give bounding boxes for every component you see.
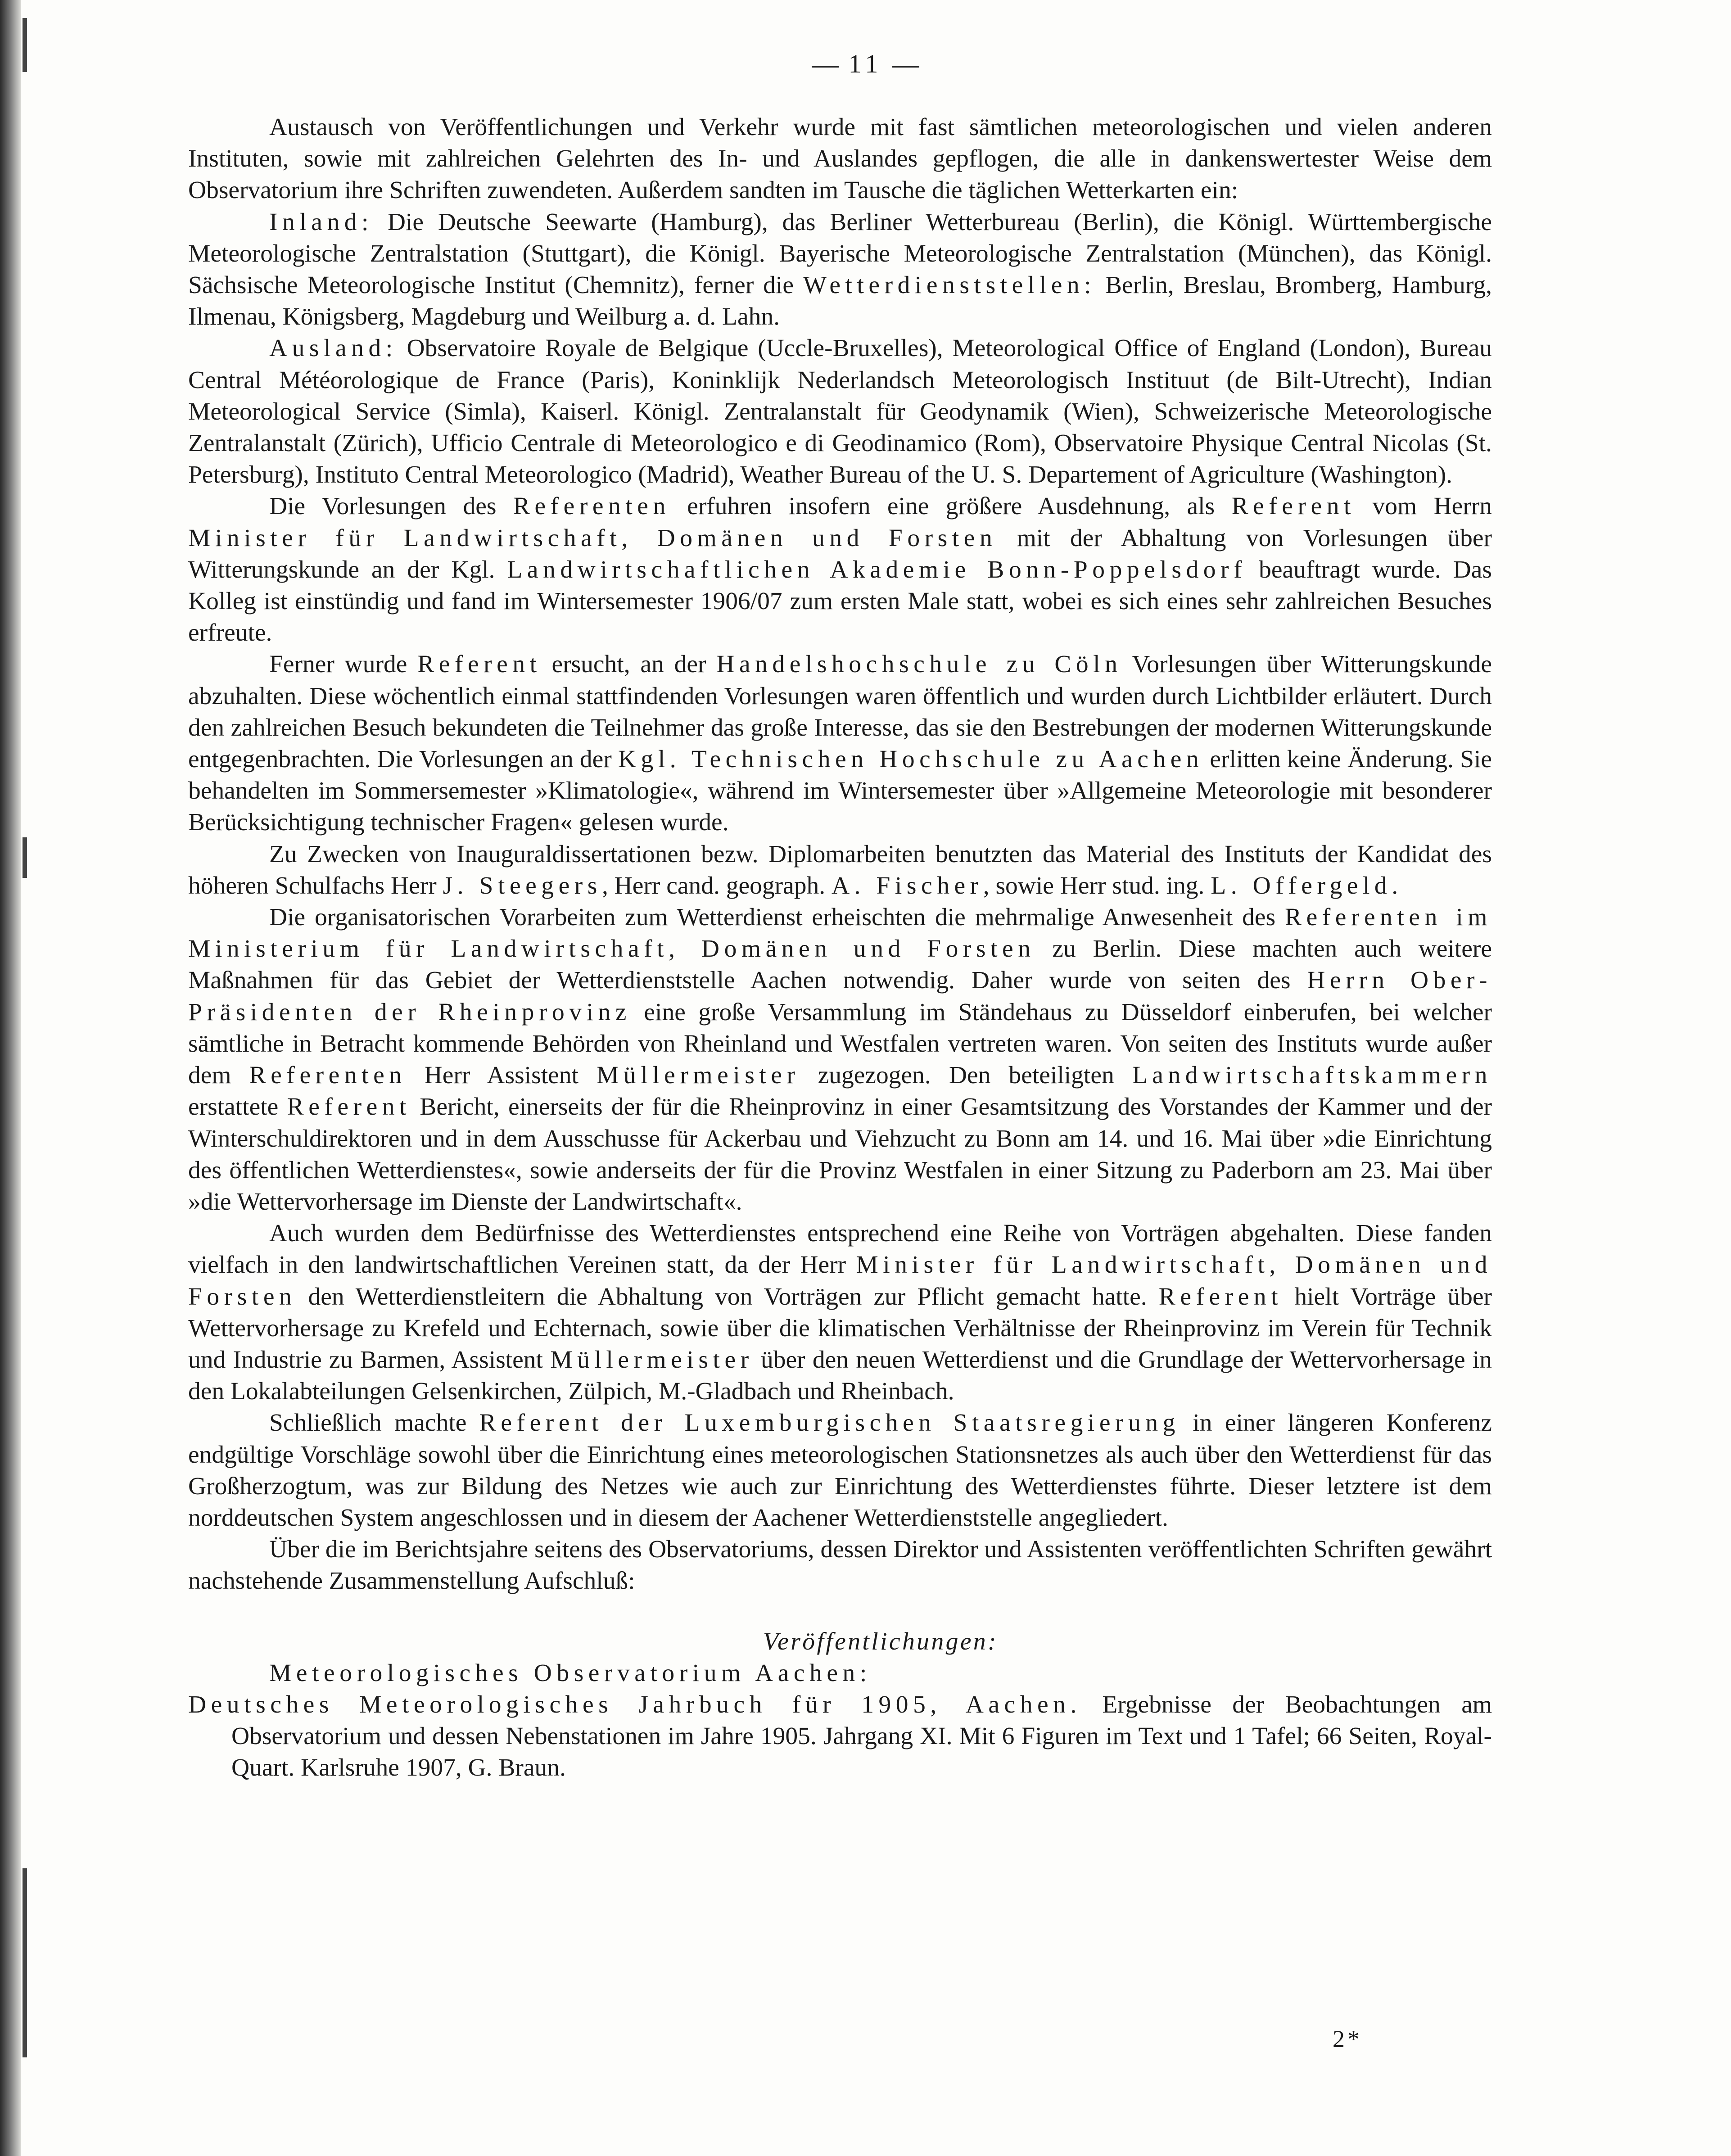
page-binding-edge <box>0 0 21 2156</box>
page-number <box>0 49 1731 79</box>
publications-heading: Veröffentlichungen: <box>763 1627 999 1655</box>
page-number-text: 11 <box>848 49 883 78</box>
paragraph-exchange: Austausch von Veröffentlichungen und Verkehr wurde mit fast sämtlichen meteorologischen und vielen anderen Instituten, sowie mit zahlreichen Gelehrten des In- und Auslandes gepflogen, die alle in dankenswertester Weise dem Observatorium ihre Schriften zuwendeten. Außerdem sandten im Tausche die täglichen Wetterkarten ein: <box>188 113 1492 204</box>
paragraph-schriften: Über die im Berichtsjahre seitens des Observatoriums, dessen Direktor und Assistenten veröffentlichten Schriften gewährt nachstehende Zusammenstellung Aufschluß: <box>188 1536 1492 1595</box>
paragraph-lectures: Die Vorlesungen des Referenten erfuhren insofern eine größere Ausdehnung, als Referent vom Herrn Minister für Landwirtschaft, Domänen und Forsten mit der Abhaltung von Vorlesungen über Witterungskunde an der Kgl. Landwirtschaftlichen Akademie Bonn-Poppelsdorf beauftragt wurde. Das Kolleg ist einstündig und fand im Wintersemester 1906/07 zum ersten Male statt, wobei es sich eines sehr zahlreichen Besuches erfreute. <box>188 493 1492 647</box>
publication-entry-text: Ergebnisse der Beobachtungen am Observatorium und dessen Nebenstationen im Jahre 1905. Jahrgang XI. Mit 6 Figuren im Text und 1 Tafel; 66 Seiten, Royal-Quart. Karlsruhe 1907, G. Braun. <box>231 1690 1492 1782</box>
paragraph-vortraege: Auch wurden dem Bedürfnisse des Wetterdienstes entsprechend eine Reihe von Vorträgen abgehalten. Diese fanden vielfach in den landwirtschaftlichen Vereinen statt, da der Herr Minister für Landwirtschaft, Domänen und Forsten den Wetterdienstleitern die Abhaltung von Vorträgen zur Pflicht gemacht hatte. Referent hielt Vorträge über Wettervorhersage zu Krefeld und Echternach, sowie über die klimatischen Verhältnisse der Rheinprovinz im Verein für Technik und Industrie zu Barmen, Assistent Müllermeister über den neuen Wetterdienst und die Grundlage der Wettervorhersage in den Lokalabteilungen Gelsenkirchen, Zülpich, M.-Gladbach und Rheinbach. <box>188 1220 1492 1406</box>
publication-entry <box>188 1689 1492 1784</box>
paragraph-inland: Inland: Die Deutsche Seewarte (Hamburg), das Berliner Wetterbureau (Berlin), die Königl. Württembergische Meteorologische Zentralstation (Stuttgart), die Königl. Bayerische Meteorologische Zentralstation (München), das Königl. Sächsische Meteorologische Institut (Chemnitz), ferner die Wetterdienststellen: Berlin, Breslau, Bromberg, Hamburg, Ilmenau, Königsberg, Magdeburg und Weilburg a. d. Lahn. <box>188 208 1492 331</box>
binding-speck <box>23 1868 27 2057</box>
signature-mark: 2* <box>1333 2025 1362 2052</box>
publication-entry-title: Deutsches Meteorologisches Jahrbuch für 1905, Aachen. <box>188 1690 1081 1718</box>
paragraph-handelshochschule: Ferner wurde Referent ersucht, an der Handelshochschule zu Cöln Vorlesungen über Witterungskunde abzuhalten. Diese wöchentlich einmal stattfindenden Vorlesungen waren öffentlich und wurden durch Lichtbilder erläutert. Durch den zahlreichen Besuch bekundeten die Teilnehmer das große Interesse, das sie den Bestrebungen der modernen Witterungskunde entgegenbrachten. Die Vorlesungen an der Kgl. Technischen Hochschule zu Aachen erlitten keine Änderung. Sie behandelten im Sommersemester »Klimatologie«, während im Wintersemester über »Allgemeine Meteorologie mit besonderer Berücksichtigung technischer Fragen« gelesen wurde. <box>188 651 1492 836</box>
paragraph-organisation: Die organisatorischen Vorarbeiten zum Wetterdienst erheischten die mehrmalige Anwesenheit des Referenten im Ministerium für Landwirtschaft, Domänen und Forsten zu Berlin. Diese machten auch weitere Maßnahmen für das Gebiet der Wetterdienststelle Aachen notwendig. Daher wurde von seiten des Herrn Ober-Präsidenten der Rheinprovinz eine große Versammlung im Ständehaus zu Düsseldorf einberufen, bei welcher sämtliche in Betracht kommende Behörden von Rheinland und Westfalen vertreten waren. Von seiten des Instituts wurde außer dem Referenten Herr Assistent Müllermeister zugezogen. Den beteiligten Landwirtschaftskammern erstattete Referent Bericht, einerseits der für die Rheinprovinz in einer Gesamtsitzung des Vorstandes der Kammer und der Winterschuldirektoren und in dem Ausschusse für Ackerbau und Viehzucht zu Bonn am 14. und 16. Mai über »die Einrichtung des öffentlichen Wetterdienstes«, sowie anderseits der für die Provinz Westfalen in einer Sitzung zu Paderborn am 23. Mai über »die Wettervorhersage im Dienste der Landwirtschaft«. <box>188 904 1492 1216</box>
paragraph-luxemburg: Schließlich machte Referent der Luxemburgischen Staatsregierung in einer längeren Konferenz endgültige Vorschläge sowohl über die Einrichtung eines meteorologischen Stationsnetzes als auch über den Wetterdienst für das Großherzogtum, was zur Bildung des Netzes wie auch zur Einrichtung des Wetterdienstes führte. Dieser letztere ist dem norddeutschen System angeschlossen und in diesem der Aachener Wetterdienststelle angegliedert. <box>188 1409 1492 1532</box>
document-body <box>188 112 1492 1784</box>
paragraph-dissertations: Zu Zwecken von Inauguraldissertationen bezw. Diplomarbeiten benutzten das Material des Instituts der Kandidat des höheren Schulfachs Herr J. Steegers, Herr cand. geograph. A. Fischer, sowie Herr stud. ing. L. Offergeld. <box>188 840 1492 899</box>
publications-institution: Meteorologisches Observatorium Aachen: <box>269 1659 872 1687</box>
binding-speck <box>23 837 27 878</box>
paragraph-ausland: Ausland: Observatoire Royale de Belgique (Uccle-Bruxelles), Meteorological Office of England (London), Bureau Central Météorologique de France (Paris), Koninklijk Nederlandsch Meteorologisch Instituut (de Bilt-Utrecht), Indian Meteorological Service (Simla), Kaiserl. Königl. Zentralanstalt für Geodynamik (Wien), Schweizerische Meteorologische Zentralanstalt (Zürich), Ufficio Centrale di Meteorologico e di Geodinamico (Rom), Observatoire Physique Central Nicolas (St. Petersburg), Instituto Central Meteorologico (Madrid), Weather Bureau of the U. S. Departement of Agriculture (Washington). <box>188 334 1492 489</box>
